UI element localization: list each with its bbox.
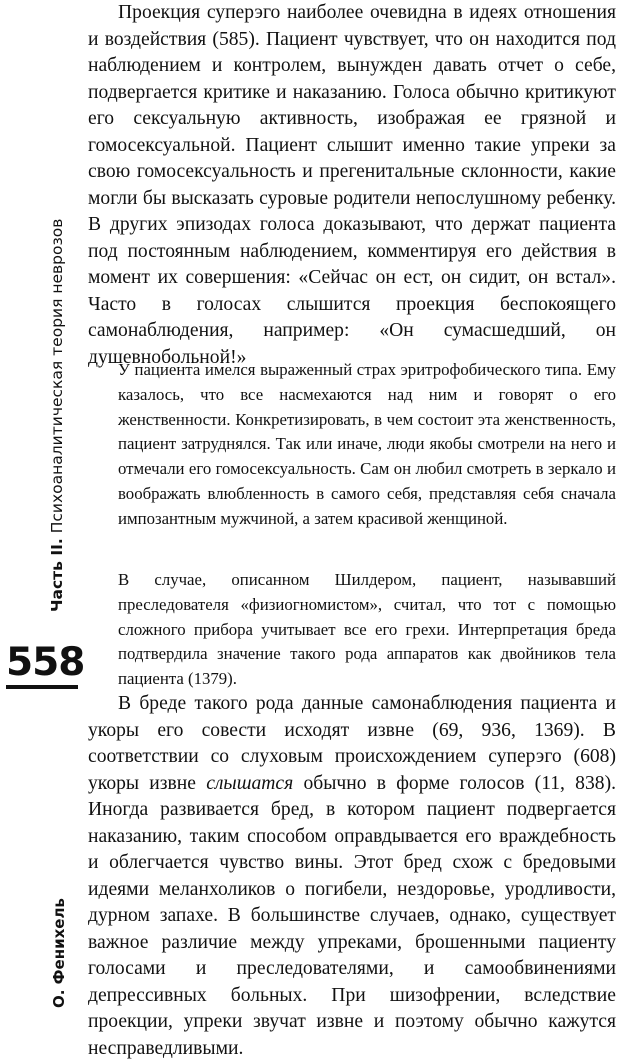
paragraph-superego-projection: Проекция суперэго наиболее очевидна в идеях отношения и воздействия (585). Пациент чувствует, что он находится под наблюдением и контролем, вынужден давать отчет о себе, подвергается критике и наказанию. Голоса обычно критикуют его сексуальную активность, изображая ее грязной и гомосексуальной. Пациент слышит именно такие упреки за свою гомосексуальность и прегенитальные склонности, какие могли бы высказать суровые родители непослушному ребенку. В других эпизодах голоса доказывают, что держат пациента под постоянным наблюдением, комментируя его действия в момент их совершения: «Сейчас он ест, он сидит, он встал». Часто в голосах слышится проекция беспокоящего самонаблюдения, например: «Он сумасшедший, он душевнобольной!» [88, 2, 616, 368]
italic-emphasis: слышатся [206, 772, 294, 794]
page-margin [0, 0, 88, 1022]
paragraph-text: В бреде такого рода данные самонаблюдения пациента и укоры его совести исходят извне (69, 936, 1369). В соответствии со слуховым происхождением суперэго (608) укоры извне [88, 693, 616, 794]
running-head-part: Часть II. [48, 538, 66, 612]
running-head [48, 219, 66, 612]
paragraph-text: обычно в форме голосов (11, 838). Иногда развивается бред, в котором пациент подвергается наказанию, таким способом оправдывается его враждебность и облегчается чувство вины. Этот бред схож с бредовыми идеями меланхоликов о погибели, нездоровье, уродливости, дурном запахе. В большинстве случаев, однако, существует важное различие между упреками, брошенными пациенту голосами и преследователями, и самообвинениями депрессивных больных. При шизофрении, вследствие проекции, упреки звучат извне и поэтому обычно кажутся несправедливыми. [88, 772, 616, 1059]
case-example-schilder: В случае, описанном Шилдером, пациент, называвший преследователя «физиогномистом», считал, что тот с помощью сложного прибора учитывает все его грехи. Интерпретация бреда подтвердила значение такого рода аппаратов как двойников тела пациента (1379). [118, 570, 616, 689]
running-head-title: Психоаналитическая теория неврозов [48, 218, 66, 539]
page-number: 558 [6, 641, 78, 689]
paragraph-self-observation [88, 691, 616, 1062]
case-example-erythrophobia: У пациента имелся выраженный страх эритрофобического типа. Ему казалось, что все насмехаются над ним и говорят о его женственности. Конкретизировать, в чем состоит эта женственность, пациент затруднялся. Так или иначе, люди якобы смотрели на него и отмечали его гомосексуальность. Сам он любил смотреть в зеркало и воображать влюбленность в самого себя, представляя себя сначала импозантным мужчиной, а затем красивой женщиной. [118, 360, 616, 528]
author-name: О. Фенихель [50, 898, 68, 1008]
